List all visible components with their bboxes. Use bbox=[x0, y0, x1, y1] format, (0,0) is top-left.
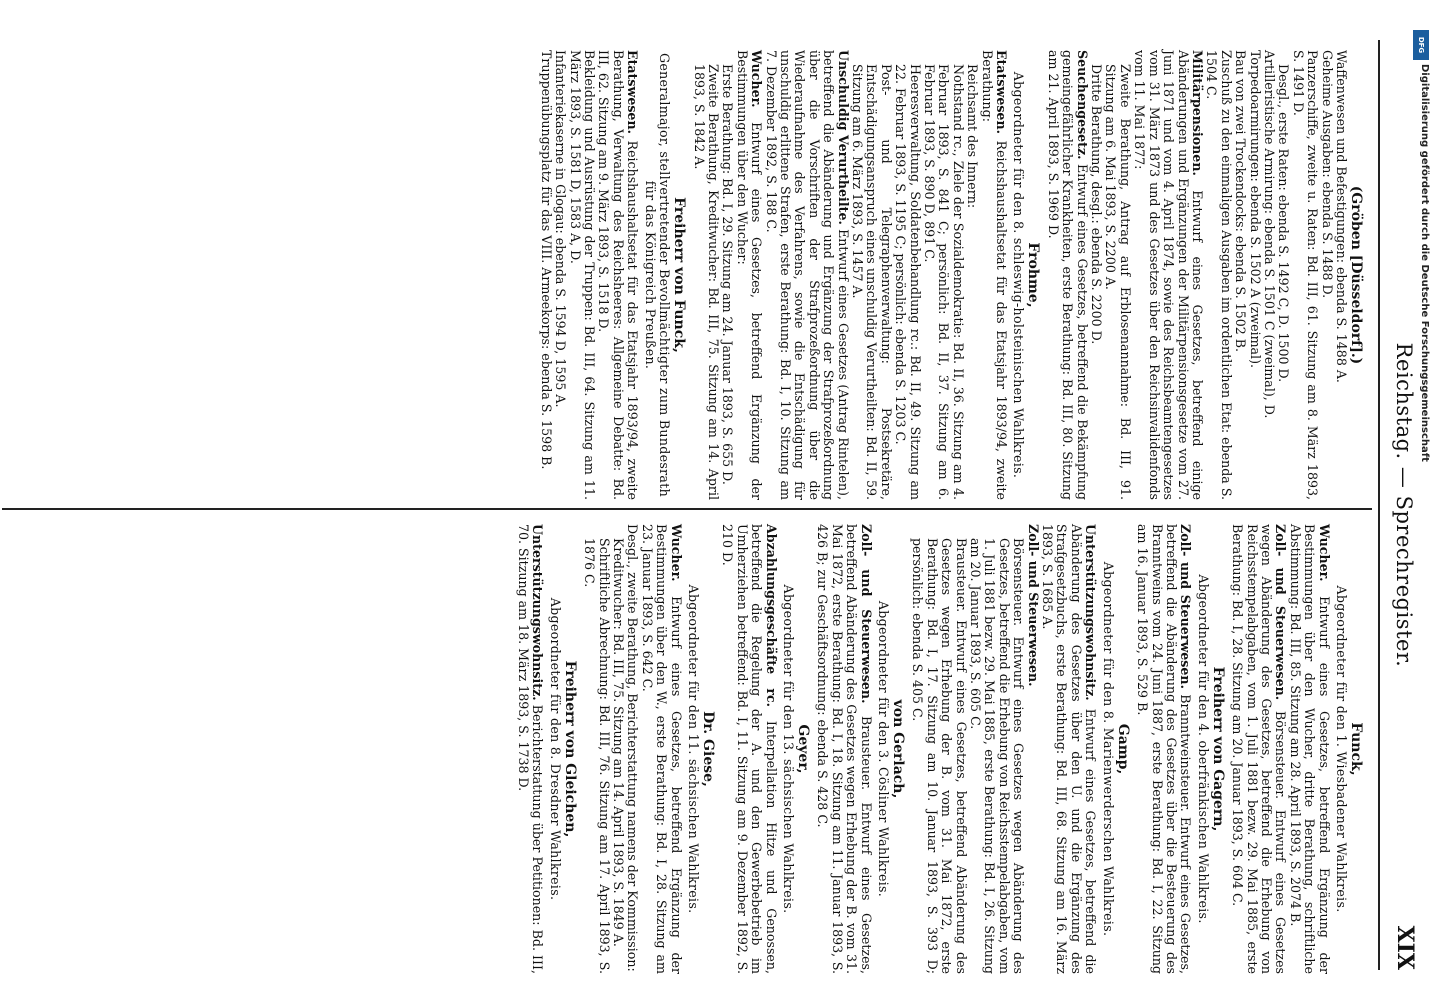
register-entry bbox=[567, 50, 596, 500]
register-entry bbox=[1319, 50, 1333, 500]
speaker-role: Abgeordneter für den 11. sächsischen Wahlkreis. bbox=[685, 584, 701, 914]
entry-keyword: Wucher. bbox=[1316, 524, 1332, 582]
entry-text: Nothstand rc., Ziele der Sozialdemokratie: Bd. II, 36. Sitzung am 4. Februar 1893, S. 841 C; persönlich: Bd. II, 37. Sitzung am 6. Februar 1893, S. 890 D, 891 C. bbox=[922, 64, 966, 500]
entry-text: Desgl., erste Raten: ebenda S. 1492 C, D. 1500 D. bbox=[1276, 64, 1292, 383]
entry-text: Zweite Berathung, Kreditwucher: Bd. III, 75. Sitzung am 14. April 1893, S. 1842 A. bbox=[691, 64, 721, 500]
column-separator bbox=[2, 508, 1372, 510]
entry-keyword: Seuchengesetz. bbox=[1074, 50, 1090, 160]
register-entry bbox=[1290, 50, 1319, 500]
entry-text: Entwurf eines Gesetzes, betreffend die Abänderung des Gesetzes über den U. und die Ergänzung des Strafgesetzbuchs, erste Berathung: Bd. III, 68. Sitzung am 16. März 1893, S. 1685 A. bbox=[1040, 524, 1099, 974]
entry-text: Schriftliche Abrechnung: Bd. III, 76. Sitzung am 17. April 1893, S. 1876 C. bbox=[582, 538, 612, 974]
entry-keyword: Unterstützungswohnsitz. bbox=[1083, 524, 1099, 701]
register-entry bbox=[1262, 50, 1276, 500]
register-entry bbox=[1276, 50, 1290, 500]
speaker-role: Generalmajor, stellvertretender Bevollmächtigter zum Bundesrath für das Königreich Preußen. bbox=[642, 52, 673, 498]
speaker-role: Abgeordneter für den 3. Cösliner Wahlkreis. bbox=[876, 600, 892, 898]
register-entry bbox=[815, 524, 873, 974]
register-entry bbox=[968, 524, 1026, 974]
entry-text: Interpellation Hitze und Genossen, betreffend die Regelung der A. und den Gewerbebetrieb im Umherziehen betreffend: Bd. I, 11. Sitzung am 9. Dezember 1892, S. 210 D. bbox=[720, 524, 779, 974]
running-title: Reichstag. — Sprechregister. bbox=[1392, 342, 1416, 668]
register-entry bbox=[1287, 524, 1330, 974]
entry-text: Post- und Telegraphenverwaltung: Postsekretäre, Entschädigungsanspruch eines unschuldig Verurtheilten: Bd. II, 59. Sitzung am 6. März 1893, S. 1457 A. bbox=[850, 64, 894, 500]
speaker-role: Abgeordneter für den 1. Wiesbadener Wahlkreis. bbox=[1334, 585, 1349, 913]
register-entry bbox=[1132, 50, 1204, 500]
register-entry bbox=[1233, 50, 1247, 500]
entry-keyword: Zoll- und Steuerwesen. bbox=[858, 524, 874, 704]
register-entry bbox=[1103, 50, 1132, 500]
entry-text: Branntweinsteuer. Entwurf eines Gesetzes, betreffend die Abänderung des Gesetzes über die Besteuerung des Branntweins vom 24. Juni 1887, erste Berathung: Bd. I, 22. Sitzung am 16. Januar 1893, S. 529 B. bbox=[1135, 524, 1194, 974]
register-entry bbox=[893, 50, 922, 500]
register-entry bbox=[553, 50, 567, 500]
register-entry bbox=[639, 524, 682, 974]
register-entry bbox=[850, 50, 893, 500]
entry-keyword: Wucher. bbox=[749, 50, 765, 108]
entry-text: Berichterstattung über Petitionen: Bd. III, 70. Sitzung am 18. März 1893, S. 1738 D. bbox=[515, 524, 546, 974]
speaker-name: (Gröben [Düsseldorf].) bbox=[1348, 185, 1364, 365]
digitization-credit: Digitalisierung gefördert durch die Deutsche Forschungsgemeinschaft bbox=[1419, 64, 1430, 462]
speaker-name: von Gerlach, bbox=[890, 699, 907, 799]
register-entry bbox=[596, 50, 639, 500]
entry-text: Brausteuer. Entwurf eines Gesetzes, betreffend Abänderung des Gesetzes wegen Erhebung der B. vom 31. Mai 1872, erste Berathung: Bd. I, 18. Sitzung am 11. Januar 1893, S. 426 B; zur Geschäftsordnung: ebenda S. 428 C. bbox=[815, 524, 874, 974]
register-entry bbox=[611, 524, 625, 974]
header-rule bbox=[1378, 40, 1380, 970]
speaker-name: Freiherr von Gleichen, bbox=[561, 660, 578, 838]
entry-keyword: Wucher. bbox=[668, 524, 684, 582]
entry-text: Waffenwesen und Befestigungen: ebenda S. 1488 A. bbox=[1334, 50, 1349, 383]
register-entry bbox=[1204, 50, 1233, 500]
entry-text: Torpedoarmirungen: ebenda S. 1502 A (zweimal). bbox=[1247, 50, 1263, 368]
entry-text: Börsensteuer. Entwurf eines Gesetzes wegen Abänderung des Gesetzes, betreffend die Erhebung von Reichsstempelabgaben, vom 1. Juli 1881 bezw. 29. Mai 1885, erste Berathung: Bd. I, 28. Sitzung am 20. Januar 1893, S. 604 C. bbox=[1230, 524, 1289, 974]
entry-text: Artilleristische Armirung: ebenda S. 1501 C (zweimal), D. bbox=[1261, 50, 1277, 419]
speaker-name: Freiherr von Funck, bbox=[671, 197, 688, 353]
entry-text: Reichshaushaltsetat für das Etatsjahr 1893/94, zweite Berathung: bbox=[979, 50, 1010, 500]
entry-keyword: Unschuldig Verurtheilte. bbox=[835, 50, 851, 225]
entry-text: Truppenübungsplatz für das VIII. Armeekorps: ebenda S. 1598 B. bbox=[538, 50, 554, 470]
speaker-role: Abgeordneter für den 8. schleswig-holsteinischen Wahlkreis. bbox=[1011, 71, 1027, 479]
entry-text: Erste Berathung: Bd. I, 29. Sitzung am 24. Januar 1893, S. 655 D. bbox=[720, 64, 736, 485]
entry-text: Heeresverwaltung, Soldatenbehandlung rc.: Bd. II, 49. Sitzung am 22. Februar 1893, S. 1195 C; persönlich: ebenda S. 1203 C. bbox=[893, 64, 923, 500]
register-entry bbox=[922, 50, 965, 500]
entry-text: Geheime Ausgaben: ebenda S. 1488 D. bbox=[1319, 50, 1335, 299]
entry-keyword: Abzahlungsgeschäfte rc. bbox=[763, 524, 779, 708]
speaker-name: Frohme, bbox=[1025, 242, 1042, 308]
register-entry bbox=[979, 50, 1008, 500]
register-entry bbox=[720, 50, 734, 500]
speaker-name: Dr. Giese, bbox=[699, 711, 716, 787]
entry-keyword: Zoll- und Steuerwesen. bbox=[1178, 524, 1194, 689]
register-entry bbox=[625, 524, 639, 974]
speaker-role: Abgeordneter für den 8. Marienwerderschen Wahlkreis. bbox=[1100, 561, 1116, 937]
entry-text: Desgl., zweite Berathung, Berichterstattung namens der Kommission: bbox=[625, 524, 641, 972]
entry-text: Infanteriekaserne in Glogau: ebenda S. 1594 D, 1595 A. bbox=[553, 50, 569, 408]
register-entry bbox=[1045, 50, 1088, 500]
register-entry bbox=[1334, 50, 1348, 500]
speaker-role: Abgeordneter für den 8. Dresdner Wahlkreis. bbox=[547, 597, 563, 901]
left-column bbox=[538, 50, 1368, 500]
right-column bbox=[516, 524, 1369, 974]
entry-text: Panzerschiffe, zweite u. Raten: Bd. III, 61. Sitzung am 8. März 1893, S. 1491 D. bbox=[1290, 50, 1321, 500]
register-entry bbox=[720, 524, 778, 974]
register-entry bbox=[516, 524, 545, 974]
speaker-name: Funck, bbox=[1348, 722, 1364, 776]
entry-keyword: Zoll- und Steuerwesen. bbox=[1025, 524, 1041, 687]
entry-keyword: Militärpensionen. bbox=[1189, 50, 1205, 176]
register-entry bbox=[582, 524, 611, 974]
page-number: XIX bbox=[1392, 925, 1418, 970]
entry-text: Zuschuß zu den einmaligen Ausgaben im ordentlichen Etat: ebenda S. 1504 C. bbox=[1204, 50, 1234, 500]
register-entry bbox=[538, 50, 552, 500]
entry-text: Zweite Berathung, Antrag auf Erblosenannahme: Bd. III, 91. Sitzung am 6. Mai 1893, S. 2200 A. bbox=[1103, 64, 1133, 500]
entry-keyword: Etatswesen. bbox=[994, 50, 1010, 134]
speaker-name: Geyer, bbox=[795, 724, 811, 774]
register-entry bbox=[763, 50, 849, 500]
entry-text: Reichshaushaltsetat für das Etatsjahr 1893/94, zweite Berathung, Verwaltung des Reichsheeres: Allgemeine Debatte: Bd. III, 62. Sitzung am 9. März 1893, S. 1518 D. bbox=[596, 50, 641, 500]
entry-text: Entwurf eines Gesetzes, betreffend die Bekämpfung gemeingefährlicher Krankheiten, erste Berathung: Bd. III, 80. Sitzung am 21. April 1893, S. 1969 D. bbox=[1045, 50, 1090, 500]
register-entry bbox=[1040, 524, 1098, 974]
entry-keyword: Unterstützungswohnsitz. bbox=[530, 524, 546, 701]
entry-text: Entwurf eines Gesetzes, betreffend einige Abänderungen und Ergänzungen der Militärpensionsgesetze vom 27. Juni 1871 und vom 4. April 1874, sowie des Reichsbeamtengesetzes vom 31. März 1873 und des Gesetzes über den Reichsinvalidenfonds vom 11. Mai 1877: bbox=[1132, 50, 1205, 500]
entry-text: Entwurf eines Gesetzes, betreffend Ergänzung der Bestimmungen über den Wucher: bbox=[734, 50, 765, 500]
register-entry bbox=[1230, 524, 1288, 974]
entry-text: Bekleidung und Ausrüstung der Truppen: Bd. III, 64. Sitzung am 11. März 1893, S. 1581 D, 1583 A, D. bbox=[567, 50, 598, 500]
entry-text: Reichsamt des Innern: bbox=[965, 64, 981, 209]
speaker-name: Gamp, bbox=[1114, 723, 1131, 775]
dfg-logo bbox=[1413, 30, 1429, 60]
entry-text: Kreditwucher: Bd. III, 75. Sitzung am 14. April 1893, S. 1849 A. bbox=[610, 538, 626, 947]
entry-text: Bau von zwei Trockendocks: ebenda S. 1502 B. bbox=[1233, 50, 1249, 353]
speaker-role: Abgeordneter für den 4. oberfränkischen Wahlkreis. bbox=[1195, 574, 1211, 924]
register-entry bbox=[965, 50, 979, 500]
entry-text: Entwurf eines Gesetzes (Antrag Rintelen), betreffend die Abänderung und Ergänzung der Strafprozeßordnung über die Vorschriften der Strafprozeßordnung über die Wiederaufnahme des Verfahrens, sowie die Entschädigung für unschuldig erlittene Strafen, erste Berathung: Bd. I, 10. Sitzung am 7. Dezember 1892, S. 188 C. bbox=[763, 50, 851, 500]
register-entry bbox=[1135, 524, 1193, 974]
entry-text: Dritte Berathung, desgl.: ebenda S. 2200 D. bbox=[1089, 64, 1105, 345]
entry-keyword: Etatswesen. bbox=[625, 50, 641, 134]
speaker-role: Abgeordneter für den 13. sächsischen Wahlkreis. bbox=[781, 584, 796, 914]
dfg-logo-text: DFG bbox=[1417, 36, 1425, 54]
entry-text: Entwurf eines Gesetzes, betreffend Ergänzung der Bestimmungen über den Wucher, dritte Berathung, schriftliche Abstimmung: Bd. III, 85. Sitzung am 28. April 1893, S. 2074 B. bbox=[1287, 524, 1332, 974]
register-entry bbox=[734, 50, 763, 500]
register-entry bbox=[1025, 524, 1039, 974]
entry-text: Börsensteuer. Entwurf eines Gesetzes wegen Abänderung des Gesetzes, betreffend die Erhebung von Reichsstempelabgaben, vom 1. Juli 1881 bezw. 29. Mai 1885, erste Berathung: Bd. I, 26. Sitzung am 20. Januar 1893, S. 605 C. bbox=[968, 538, 1027, 974]
register-entry bbox=[1247, 50, 1261, 500]
speaker-name: Freiherr von Gagern, bbox=[1209, 666, 1226, 832]
digitization-sidebar bbox=[1412, 30, 1430, 970]
register-entry bbox=[691, 50, 720, 500]
entry-keyword: Zoll- und Steuerwesen. bbox=[1273, 524, 1289, 701]
entry-text: Entwurf eines Gesetzes, betreffend Ergänzung der Bestimmungen über den W., erste Berathung: Bd. I, 28. Sitzung am 23. Januar 1893, S. 642 C. bbox=[639, 524, 684, 974]
register-entry bbox=[1089, 50, 1103, 500]
register-entry bbox=[910, 524, 968, 974]
entry-text: Brausteuer. Entwurf eines Gesetzes, betreffend Abänderung des Gesetzes wegen Erhebung der B. vom 31. Mai 1872, erste Berathung: Bd. I, 17. Sitzung am 10. Januar 1893, S. 393 D; persönlich: ebenda S. 405 C. bbox=[910, 538, 969, 974]
